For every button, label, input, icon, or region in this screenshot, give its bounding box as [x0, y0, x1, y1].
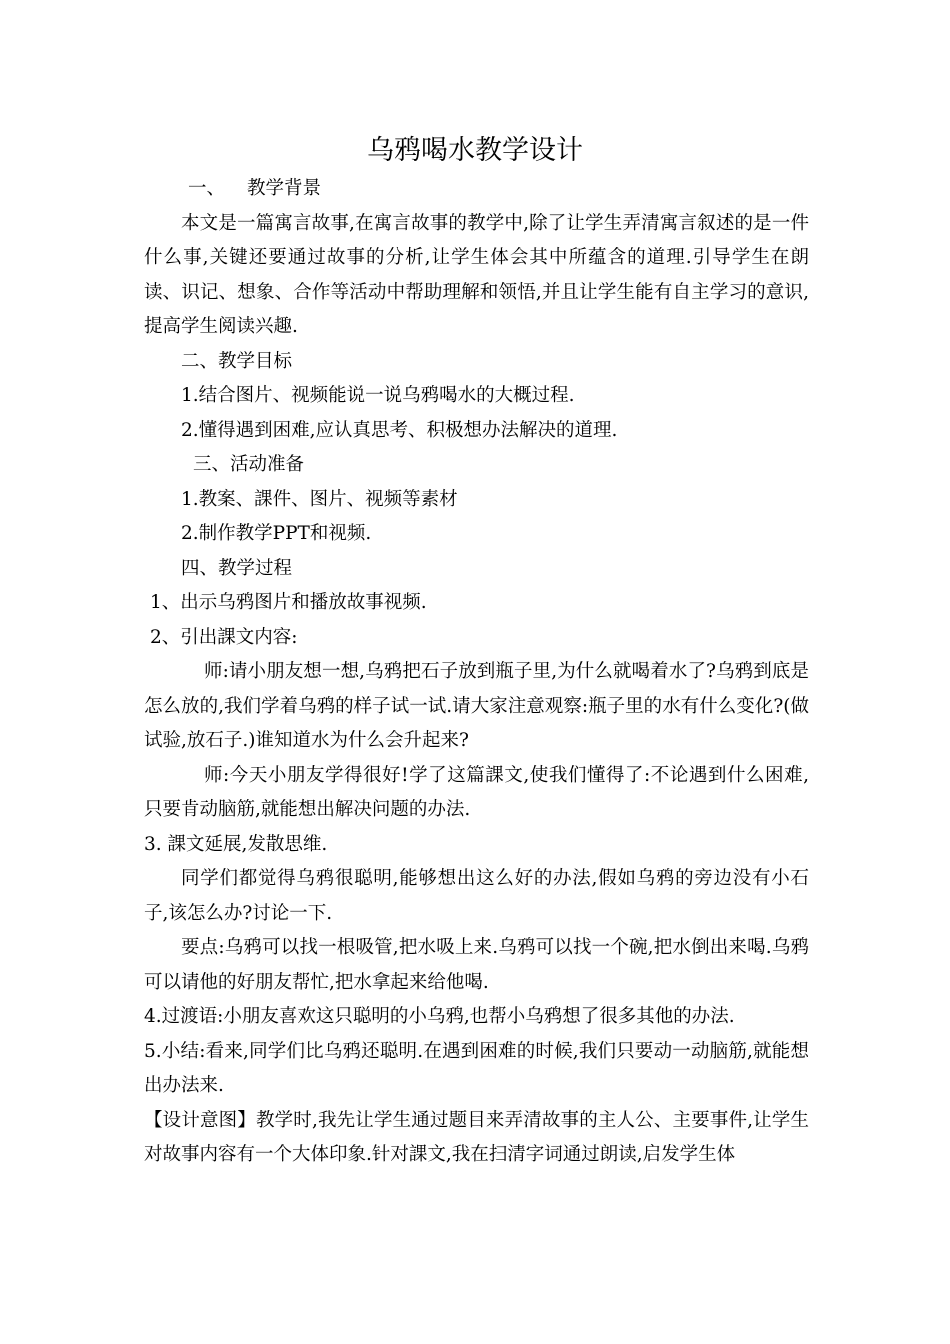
prep-item-2: 2.制作教学PPT和视频.	[181, 523, 372, 544]
design-intent-paragraph	[144, 1104, 809, 1173]
heading-number: 一、	[188, 178, 226, 199]
process-step-4: 4.过渡语:小朋友喜欢这只聪明的小乌鸦,也帮小乌鸦想了很多其他的办法.	[144, 1006, 735, 1027]
section-heading-prep: 三、活动准备	[193, 454, 305, 475]
heading-text: 教学背景	[247, 178, 322, 199]
goal-item-2: 2.懂得遇到困难,应认真思考、积极想办法解决的道理.	[181, 419, 618, 441]
process-step-5: 5.小结:看来,同学们比乌鸦还聪明.在遇到困难的时候,我们只要动一动脑筋,就能想出办法来.	[144, 1040, 809, 1096]
document-body	[144, 172, 809, 1173]
background-paragraph: 本文是一篇寓言故事,在寓言故事的教学中,除了让学生弄清寓言叙述的是一件什么事,关键还要通过故事的分析,让学生体会其中所蕴含的道理.引导学生在朗读、识记、想象、合作等活动中帮助理解和领悟,并且让学生能有自主学习的意识,提高学生阅读兴趣.	[144, 212, 809, 337]
teacher-paragraph-1: 师:请小朋友想一想,乌鸦把石子放到瓶子里,为什么就喝着水了?乌鸦到底是怎么放的,我们学着乌鸦的样子试一试.请大家注意观察:瓶子里的水有什么变化?(做试验,放石子.)谁知道水为什么会升起来?	[144, 661, 809, 751]
process-step-3: 3. 課文延展,发散思维.	[144, 833, 328, 855]
section-heading-background	[144, 172, 809, 207]
design-intent-label: 【设计意图】	[144, 1109, 256, 1131]
prep-item-1: 1.教案、課件、图片、视频等素材	[181, 488, 458, 510]
teacher-paragraph-2: 师:今天小朋友学得很好!学了这篇課文,使我们懂得了:不论遇到什么困难,只要肯动脑筋,就能想出解决问题的办法.	[144, 764, 809, 820]
section-heading-process: 四、教学过程	[181, 557, 293, 579]
process-step-1: 1、出示乌鸦图片和播放故事视频.	[150, 592, 427, 613]
section-heading-goals: 二、教学目标	[181, 350, 293, 372]
process-step-2: 2、引出課文内容:	[150, 626, 298, 648]
discussion-paragraph: 同学们都觉得乌鸦很聪明,能够想出这么好的办法,假如乌鸦的旁边没有小石子,该怎么办?讨论一下.	[144, 868, 809, 924]
design-intent-text: 教学时,我先让学生通过题目来弄清故事的主人公、主要事件,让学生对故事内容有一个大体印象.针对課文,我在扫清字词通过朗读,启发学生体	[144, 1109, 809, 1165]
keypoints-paragraph: 要点:乌鸦可以找一根吸管,把水吸上来.乌鸦可以找一个碗,把水倒出来喝.乌鸦可以请他的好朋友帮忙,把水拿起来给他喝.	[144, 937, 809, 993]
goal-item-1: 1.结合图片、视频能说一说乌鸦喝水的大概过程.	[181, 385, 575, 406]
document-title: 乌鸦喝水教学设计	[367, 135, 583, 166]
